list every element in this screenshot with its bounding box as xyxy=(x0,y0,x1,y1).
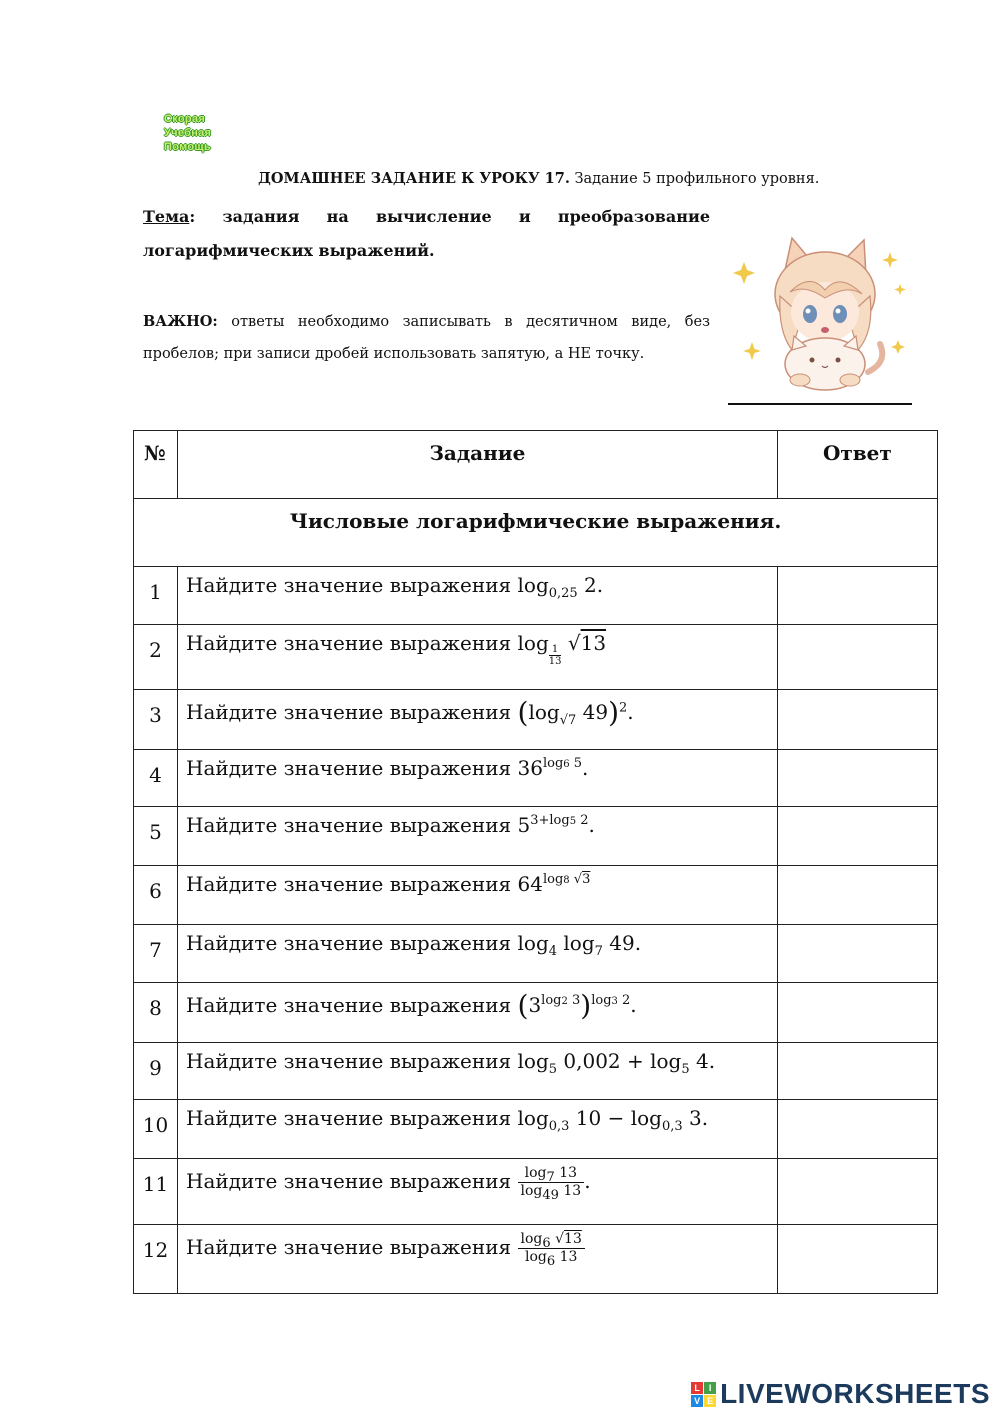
answer-cell[interactable] xyxy=(777,567,937,625)
task-expression: $\log_{0,3} 10 - \log_{0,3} 3$. xyxy=(517,1106,709,1134)
task-number: 2 xyxy=(134,625,178,690)
task-expression: ($\log_{√7}$ 49)$^2$. xyxy=(517,696,634,729)
task-number: 6 xyxy=(134,866,178,925)
header-rest: Задание 5 профильного уровня. xyxy=(569,171,820,187)
task-expression: $\frac{\log_6 √13}{\log_6 13}$ xyxy=(518,1235,585,1259)
task-expression: log $\frac{1}{13} √13$ xyxy=(517,631,607,667)
topic xyxy=(143,200,710,268)
topic-text: задания на вычисление и преобразование логарифмических выражений. xyxy=(143,207,710,260)
answer-cell[interactable] xyxy=(777,1159,937,1225)
important-text: ответы необходимо записывать в десятичном виде, без пробелов; при записи дробей использовать запятую, а НЕ точку. xyxy=(143,314,710,362)
homework-header xyxy=(258,170,819,187)
answer-cell[interactable] xyxy=(777,925,937,983)
answer-cell[interactable] xyxy=(777,807,937,866)
task-number: 7 xyxy=(134,925,178,983)
task-number: 10 xyxy=(134,1100,178,1159)
answer-cell[interactable] xyxy=(777,1043,937,1100)
header-number: № xyxy=(134,431,178,499)
table-row xyxy=(134,750,938,807)
logo-tile: V xyxy=(691,1395,703,1407)
task-prompt: Найдите значение выражения xyxy=(186,993,512,1017)
logo-tile: L xyxy=(691,1382,703,1394)
important-label: ВАЖНО: xyxy=(143,313,218,330)
table-row xyxy=(134,983,938,1043)
task-number: 11 xyxy=(134,1159,178,1225)
task-prompt: Найдите значение выражения xyxy=(186,1106,512,1130)
task-expression: $36^{log6 5}$. xyxy=(517,756,589,780)
signature-line xyxy=(728,403,912,405)
task-number: 3 xyxy=(134,690,178,750)
logo-line-2: Учебная xyxy=(164,127,212,139)
task-text xyxy=(178,567,778,625)
liveworksheets-logo-icon xyxy=(691,1382,716,1407)
task-prompt: Найдите значение выражения xyxy=(186,813,512,837)
task-prompt: Найдите значение выражения xyxy=(186,1169,512,1193)
answer-cell[interactable] xyxy=(777,983,937,1043)
section-title: Числовые логарифмические выражения. xyxy=(134,499,938,567)
topic-colon: : xyxy=(189,207,196,226)
header-task: Задание xyxy=(178,431,778,499)
table-row xyxy=(134,1100,938,1159)
table-row xyxy=(134,807,938,866)
logo-tile: E xyxy=(704,1395,716,1407)
task-expression: $\log_4 \log_7 49$. xyxy=(517,931,642,959)
answer-cell[interactable] xyxy=(777,625,937,690)
liveworksheets-watermark xyxy=(691,1377,990,1411)
answer-cell[interactable] xyxy=(777,690,937,750)
table-row xyxy=(134,567,938,625)
logo-tile: I xyxy=(704,1382,716,1394)
task-text xyxy=(178,1043,778,1100)
task-text xyxy=(178,625,778,690)
task-prompt: Найдите значение выражения xyxy=(186,631,512,655)
tasks-table xyxy=(133,430,938,1294)
table-row xyxy=(134,866,938,925)
task-number: 4 xyxy=(134,750,178,807)
task-text xyxy=(178,925,778,983)
anime-cat-girl-illustration xyxy=(730,232,910,394)
task-text xyxy=(178,807,778,866)
watermark-text: LIVEWORKSHEETS xyxy=(720,1378,990,1409)
task-expression: $\frac{\log_7 13}{\log_{49} 13}$ . xyxy=(518,1169,591,1193)
task-text xyxy=(178,1159,778,1225)
task-prompt: Найдите значение выражения xyxy=(186,872,512,896)
task-expression: $\log_5 0,002 + \log_5 4$. xyxy=(517,1049,716,1077)
task-number: 9 xyxy=(134,1043,178,1100)
logo-line-1: Скорая xyxy=(164,113,206,125)
answer-cell[interactable] xyxy=(777,1225,937,1294)
table-row xyxy=(134,925,938,983)
header-bold: ДОМАШНЕЕ ЗАДАНИЕ К УРОКУ 17. xyxy=(258,170,570,187)
table-row xyxy=(134,1043,938,1100)
task-expression: $\log_{0,25} 2$. xyxy=(517,573,604,601)
task-text xyxy=(178,1225,778,1294)
topic-label: Тема xyxy=(143,207,190,226)
logo-line-3: Помощь xyxy=(164,141,212,153)
task-number: 5 xyxy=(134,807,178,866)
table-row xyxy=(134,1225,938,1294)
table-row xyxy=(134,625,938,690)
task-text xyxy=(178,1100,778,1159)
important-note xyxy=(143,306,710,370)
answer-cell[interactable] xyxy=(777,1100,937,1159)
task-number: 8 xyxy=(134,983,178,1043)
section-row xyxy=(134,499,938,567)
table-header-row xyxy=(134,431,938,499)
task-prompt: Найдите значение выражения xyxy=(186,1235,512,1259)
task-prompt: Найдите значение выражения xyxy=(186,700,512,724)
task-prompt: Найдите значение выражения xyxy=(186,1049,512,1073)
task-expression: $64^{log8 √3}$ xyxy=(517,872,591,896)
task-prompt: Найдите значение выражения xyxy=(186,756,512,780)
task-number: 12 xyxy=(134,1225,178,1294)
logo xyxy=(164,112,246,158)
answer-cell[interactable] xyxy=(777,750,937,807)
answer-cell[interactable] xyxy=(777,866,937,925)
task-number: 1 xyxy=(134,567,178,625)
task-expression: $(3^{log2 3})^{log3 2}$. xyxy=(517,989,637,1022)
task-prompt: Найдите значение выражения xyxy=(186,573,512,597)
task-text xyxy=(178,983,778,1043)
task-expression: $5^{3+log5 2}$. xyxy=(517,813,595,837)
task-text xyxy=(178,750,778,807)
table-row xyxy=(134,1159,938,1225)
task-prompt: Найдите значение выражения xyxy=(186,931,512,955)
table-row xyxy=(134,690,938,750)
header-answer: Ответ xyxy=(777,431,937,499)
task-text xyxy=(178,866,778,925)
task-text xyxy=(178,690,778,750)
